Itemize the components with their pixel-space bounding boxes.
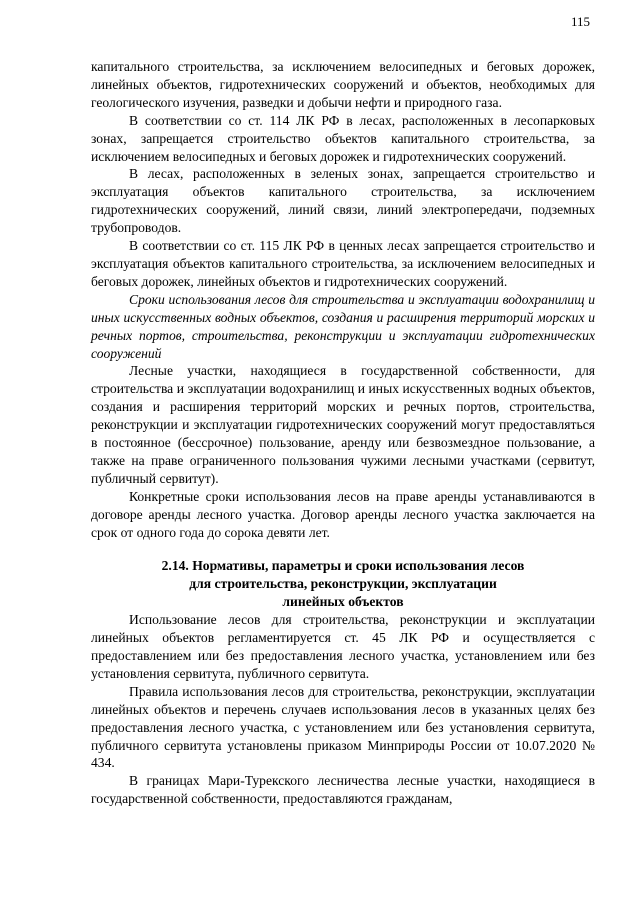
page-number: 115: [570, 14, 590, 29]
section-heading-line: для строительства, реконструкции, эксплуатации: [189, 576, 497, 592]
paragraph: Лесные участки, находящиеся в государственной собственности, для строительства и эксплуатации водохранилищ и иных искусственных водных объектов, создания и расширения территорий морских и речных портов, строительства, реконструкции и эксплуатации гидротехнических сооружений могут предоставляться в постоянное (бессрочное) пользование, аренду или безвозмездное пользование, а также на праве ограниченного пользования чужими лесными участками (сервитут, публичный сервитут).: [91, 363, 595, 486]
page-content: [91, 58, 595, 808]
paragraph: Правила использования лесов для строительства, реконструкции, эксплуатации линейных объектов и перечень случаев использования лесов в указанных целях без предоставления лесного участка, с установлением или без установления сервитута, публичного сервитута установлены приказом Минприроды России от 10.07.2020 № 434.: [91, 683, 595, 771]
paragraph: капитального строительства, за исключением велосипедных и беговых дорожек, линейных объектов, гидротехнических сооружений и объектов, необходимых для геологического изучения, разведки и добычи нефти и природного газа.: [91, 59, 595, 110]
paragraph: В соответствии со ст. 114 ЛК РФ в лесах, расположенных в лесопарковых зонах, запрещается строительство объектов капитального строительства, за исключением велосипедных и беговых дорожек и гидротехнических сооружений.: [91, 112, 595, 164]
paragraph: Конкретные сроки использования лесов на праве аренды устанавливаются в договоре аренды лесного участка. Договор аренды лесного участка заключается на срок от одного года до сорока девяти лет.: [91, 488, 595, 540]
section-heading-line: 2.14. Нормативы, параметры и сроки использования лесов: [161, 558, 525, 574]
paragraph: В границах Мари-Турекского лесничества лесные участки, находящиеся в государственной собственности, предоставляются гражданам,: [91, 773, 595, 807]
italic-subheading: Сроки использования лесов для строительства и эксплуатации водохранилищ и иных искусственных водных объектов, создания и расширения территорий морских и речных портов, строительства, реконструкции и эксплуатации гидротехнических сооружений: [91, 291, 595, 361]
section-heading: [91, 557, 595, 611]
paragraph: Использование лесов для строительства, реконструкции и эксплуатации линейных объектов регламентируется ст. 45 ЛК РФ и осуществляется с предоставлением или без предоставления лесного участка, установлением или без установления сервитута, публичного сервитута.: [91, 612, 595, 681]
section-heading-line: линейных объектов: [282, 594, 404, 610]
paragraph: В соответствии со ст. 115 ЛК РФ в ценных лесах запрещается строительство и эксплуатация объектов капитального строительства, за исключением велосипедных и беговых дорожек, линейных объектов и гидротехнических сооружений.: [91, 238, 595, 289]
paragraph: В лесах, расположенных в зеленых зонах, запрещается строительство и эксплуатация объектов капитального строительства, за исключением гидротехнических сооружений, линий связи, линий электропередачи, подземных трубопроводов.: [91, 166, 595, 236]
